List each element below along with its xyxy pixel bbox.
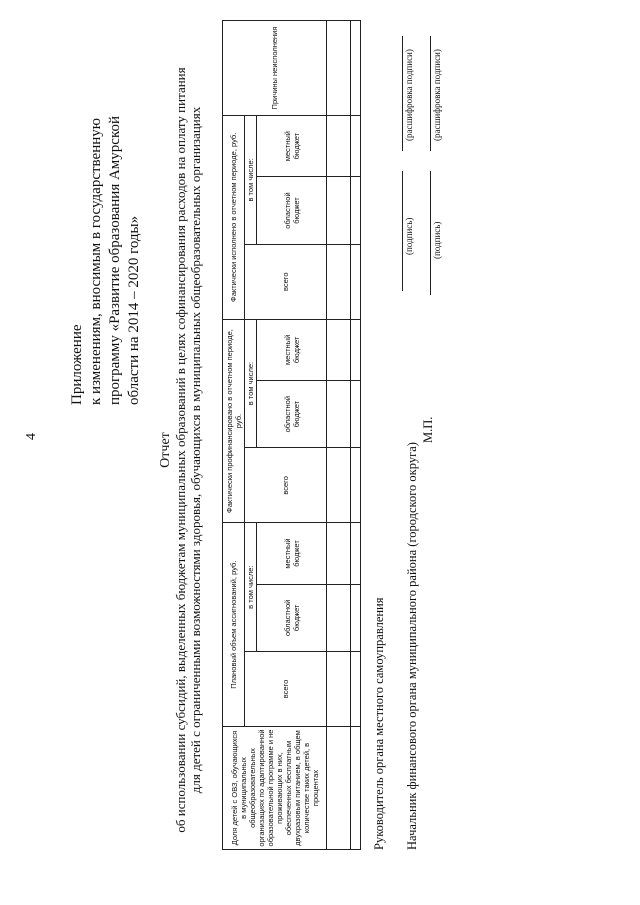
cell [351, 116, 361, 177]
appendix-line-3: области на 2014 – 2020 годы» [126, 215, 142, 405]
seal-label: М.П. [421, 416, 435, 443]
header-financed: Фактически профинансировано в отчетном периоде, руб. [223, 319, 245, 523]
cell [351, 584, 361, 651]
cell [327, 319, 351, 380]
financed-total: всего [245, 448, 327, 523]
appendix-title: Приложение [69, 324, 85, 405]
cell [327, 116, 351, 177]
cell [327, 584, 351, 651]
cell [351, 523, 361, 584]
cell [327, 652, 351, 727]
executed-in-that-number: в том числе: [245, 116, 257, 245]
header-executed: Фактически исполнено в отчетном периоде, руб. [223, 116, 245, 320]
report-line-1: об использовании субсидий, выделенных бюджетам муниципальных образований в целях софинансирования расходов на оплату питания [173, 67, 188, 833]
report-title [158, 35, 203, 865]
cell [351, 244, 361, 319]
planned-regional: областной бюджет [257, 584, 327, 651]
appendix-block [68, 25, 144, 405]
cell [327, 380, 351, 447]
executed-total: всего [245, 244, 327, 319]
data-row [351, 21, 361, 850]
cell [351, 727, 361, 850]
cell [351, 177, 361, 244]
executed-regional: областной бюджет [257, 177, 327, 244]
cell [327, 244, 351, 319]
header-share: Доля детей с ОВЗ, обучающихся в муниципальных общеобразовательных организациях по адаптированной образовательной программе и не проживающих в них, обеспеченных бесплатным двухразовым питанием, в общем количестве таких детей, в процентах [223, 727, 327, 850]
report-heading: Отчет [158, 432, 173, 468]
decode-line [430, 36, 431, 151]
head-local-label: Руководитель органа местного самоуправления [372, 597, 386, 850]
cell [327, 177, 351, 244]
appendix-line-1: к изменениям, вносимым в государственную [88, 118, 104, 405]
decode-line [402, 36, 403, 151]
planned-local: местный бюджет [257, 523, 327, 584]
cell [327, 523, 351, 584]
cell [351, 21, 361, 116]
decode-hint: (расшифровка подписи) [432, 49, 442, 141]
appendix-line-2: программу «Развитие образования Амурской [107, 115, 123, 405]
report-line-2: для детей с ограниченными возможностями здоровья, обучающихся в муниципальных общеобразовательных организациях [188, 106, 203, 794]
financed-local: местный бюджет [257, 319, 327, 380]
page-number: 4 [24, 433, 39, 440]
cell [327, 21, 351, 116]
signature-line [430, 171, 431, 295]
report-table [222, 20, 361, 850]
cell [351, 448, 361, 523]
cell [351, 652, 361, 727]
financed-in-that-number: в том числе: [245, 319, 257, 448]
cell [327, 727, 351, 850]
decode-hint: (расшифровка подписи) [404, 49, 414, 141]
header-planned: Плановый объем ассигнований, руб. [223, 523, 245, 727]
signature-line [402, 171, 403, 291]
signature-hint: (подпись) [404, 217, 414, 255]
planned-in-that-number: в том числе: [245, 523, 257, 652]
cell [351, 380, 361, 447]
data-row [327, 21, 351, 850]
planned-total: всего [245, 652, 327, 727]
cell [327, 448, 351, 523]
header-reasons: Причины неисполнения [223, 21, 327, 116]
signature-hint: (подпись) [432, 221, 442, 259]
executed-local: местный бюджет [257, 116, 327, 177]
cell [351, 319, 361, 380]
financed-regional: областной бюджет [257, 380, 327, 447]
head-finance-label: Начальник финансового органа муниципального района (городского округа) [405, 442, 419, 850]
